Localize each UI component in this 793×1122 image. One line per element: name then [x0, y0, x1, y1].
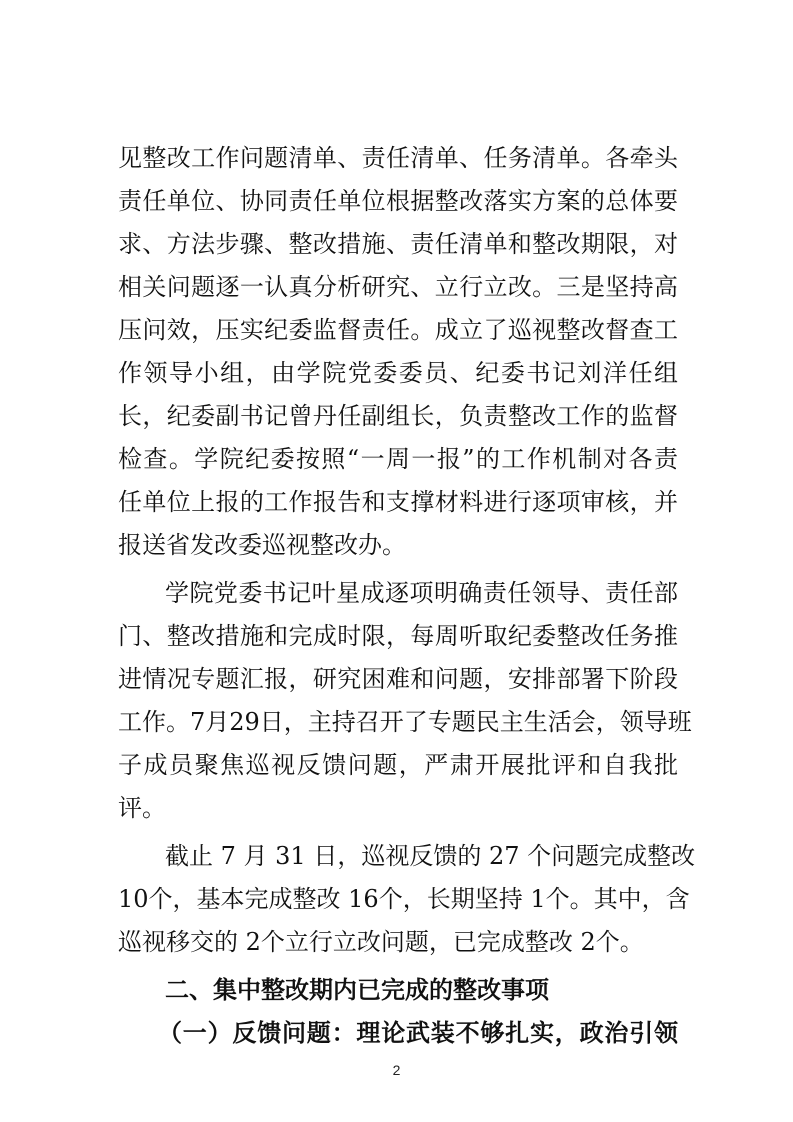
paragraph-line: 长，纪委副书记曾丹任副组长，负责整改工作的监督	[118, 402, 678, 430]
subsection-heading: （一）反馈问题：理论武装不够扎实，政治引领	[158, 1018, 678, 1047]
section-heading: 二、集中整改期内已完成的整改事项	[165, 976, 549, 1004]
paragraph-line: 学院党委书记叶星成逐项明确责任领导、责任部	[165, 579, 678, 607]
paragraph-line: 巡视移交的 2个立行立改问题，已完成整改 2个。	[118, 928, 644, 956]
paragraph-line: 检查。学院纪委按照“一周一报”的工作机制对各责	[118, 445, 678, 473]
paragraph-line: 见整改工作问题清单、责任清单、任务清单。各牵头	[118, 144, 678, 172]
paragraph-line: 截止 7 月 31 日，巡视反馈的 27 个问题完成整改	[165, 842, 696, 870]
paragraph-line: 进情况专题汇报，研究困难和问题，安排部署下阶段	[118, 665, 678, 693]
paragraph-line: 责任单位、协同责任单位根据整改落实方案的总体要	[118, 187, 678, 215]
paragraph-line: 报送省发改委巡视整改办。	[118, 531, 406, 559]
paragraph-line: 任单位上报的工作报告和支撑材料进行逐项审核，并	[118, 488, 678, 516]
paragraph-line: 门、整改措施和完成时限，每周听取纪委整改任务推	[118, 622, 678, 650]
paragraph-line: 相关问题逐一认真分析研究、立行立改。三是坚持高	[118, 273, 678, 301]
paragraph-line: 评。	[118, 794, 166, 822]
paragraph-line: 10个，基本完成整改 16个，长期坚持 1个。其中，含	[118, 885, 690, 913]
paragraph-line: 子成员聚焦巡视反馈问题，严肃开展批评和自我批	[118, 751, 678, 779]
paragraph-line: 工作。7月29日，主持召开了专题民主生活会，领导班	[118, 708, 692, 736]
paragraph-line: 求、方法步骤、整改措施、责任清单和整改期限，对	[118, 230, 678, 258]
paragraph-line: 压问效，压实纪委监督责任。成立了巡视整改督查工	[118, 316, 678, 344]
page-number: 2	[392, 1062, 401, 1078]
paragraph-line: 作领导小组，由学院党委委员、纪委书记刘洋任组	[118, 359, 678, 387]
